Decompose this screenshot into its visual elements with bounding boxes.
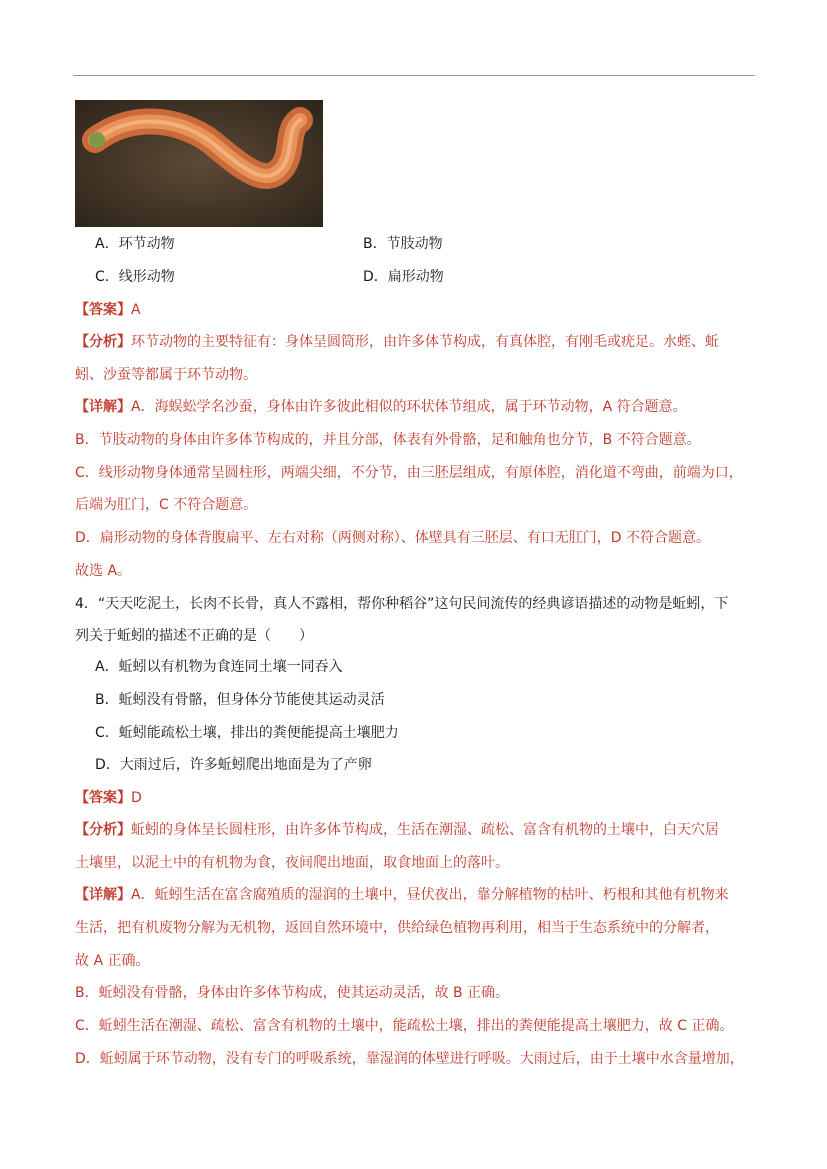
detail-text: A．海蜈蚣学名沙蚕，身体由许多彼此相似的环状体节组成，属于环节动物，A 符合题意。	[131, 399, 687, 415]
q4-analysis-line-1	[75, 820, 719, 840]
q4-analysis-line-2: 土壤里，以泥土中的有机物为食，夜间爬出地面，取食地面上的落叶。	[75, 855, 509, 871]
detail-text: A．蚯蚓生活在富含腐殖质的湿润的土壤中，昼伏夜出，靠分解植物的枯叶、朽根和其他有机物来	[131, 887, 729, 903]
q4-detail-d: D．蚯蚓属于环节动物，没有专门的呼吸系统，靠湿润的体壁进行呼吸。大雨过后，由于土壤中水含量增加，	[75, 1051, 744, 1067]
answer-tag: 【答案】	[75, 790, 131, 806]
q3-option-c: C．线形动物	[95, 269, 175, 285]
detail-tag: 【详解】	[75, 399, 131, 415]
q4-option-d: D．大雨过后，许多蚯蚓爬出地面是为了产卵	[95, 757, 372, 773]
q3-option-a: A．环节动物	[95, 236, 175, 252]
sandworm-photo	[75, 100, 323, 227]
q3-option-d: D．扁形动物	[363, 269, 444, 285]
q3-analysis-line-2: 蚓、沙蚕等都属于环节动物。	[75, 367, 257, 383]
q3-detail-d: D．扁形动物的身体背腹扁平、左右对称（两侧对称）、体壁具有三胚层、有口无肛门，D 不符合题意。	[75, 530, 711, 546]
detail-tag: 【详解】	[75, 887, 131, 903]
answer-value: D	[131, 790, 142, 806]
q3-detail-c-1: C．线形动物身体通常呈圆柱形，两端尖细，不分节，由三胚层组成，有原体腔，消化道不弯曲，前端为口，	[75, 465, 743, 481]
analysis-tag: 【分析】	[75, 334, 131, 350]
q3-detail-b: B．节肢动物的身体由许多体节构成的，并且分部，体表有外骨骼，足和触角也分节，B 不符合题意。	[75, 432, 701, 448]
q3-analysis-line-1	[75, 332, 719, 352]
q4-option-a: A．蚯蚓以有机物为食连同土壤一同吞入	[95, 659, 343, 675]
q4-answer	[75, 788, 142, 808]
q3-option-b: B．节肢动物	[363, 236, 443, 252]
q3-answer	[75, 300, 141, 320]
answer-tag: 【答案】	[75, 302, 131, 318]
analysis-text: 蚯蚓的身体呈长圆柱形，由许多体节构成，生活在潮湿、疏松、富含有机物的土壤中，白天穴居	[131, 822, 719, 838]
analysis-text: 环节动物的主要特征有：身体呈圆筒形，由许多体节构成，有真体腔，有刚毛或疣足。水蛭、蚯	[131, 334, 719, 350]
q4-stem-2: 列关于蚯蚓的描述不正确的是（ ）	[75, 628, 313, 644]
q4-stem-1: 4．“天天吃泥土，长肉不长骨，真人不露相，帮你种稻谷”这句民间流传的经典谚语描述的动物是蚯蚓，下	[75, 596, 729, 612]
q4-option-c: C．蚯蚓能疏松土壤，排出的粪便能提高土壤肥力	[95, 725, 399, 741]
header-rule	[73, 75, 755, 76]
q4-detail-a-3: 故 A 正确。	[75, 953, 150, 969]
q3-conclusion: 故选 A。	[75, 563, 132, 579]
q3-detail-c-2: 后端为肛门，C 不符合题意。	[75, 497, 258, 513]
q4-detail-a-1	[75, 885, 729, 905]
q4-option-b: B．蚯蚓没有骨骼，但身体分节能使其运动灵活	[95, 692, 385, 708]
answer-value: A	[131, 302, 141, 318]
q4-detail-a-2: 生活，把有机废物分解为无机物，返回自然环境中，供给绿色植物再利用，相当于生态系统中的分解者，	[75, 920, 719, 936]
q3-detail-a	[75, 397, 687, 417]
q4-detail-b: B．蚯蚓没有骨骼，身体由许多体节构成，使其运动灵活，故 B 正确。	[75, 985, 510, 1001]
analysis-tag: 【分析】	[75, 822, 131, 838]
q4-detail-c: C．蚯蚓生活在潮湿、疏松、富含有机物的土壤中，能疏松土壤，排出的粪便能提高土壤肥力，故 C 正确。	[75, 1018, 734, 1034]
